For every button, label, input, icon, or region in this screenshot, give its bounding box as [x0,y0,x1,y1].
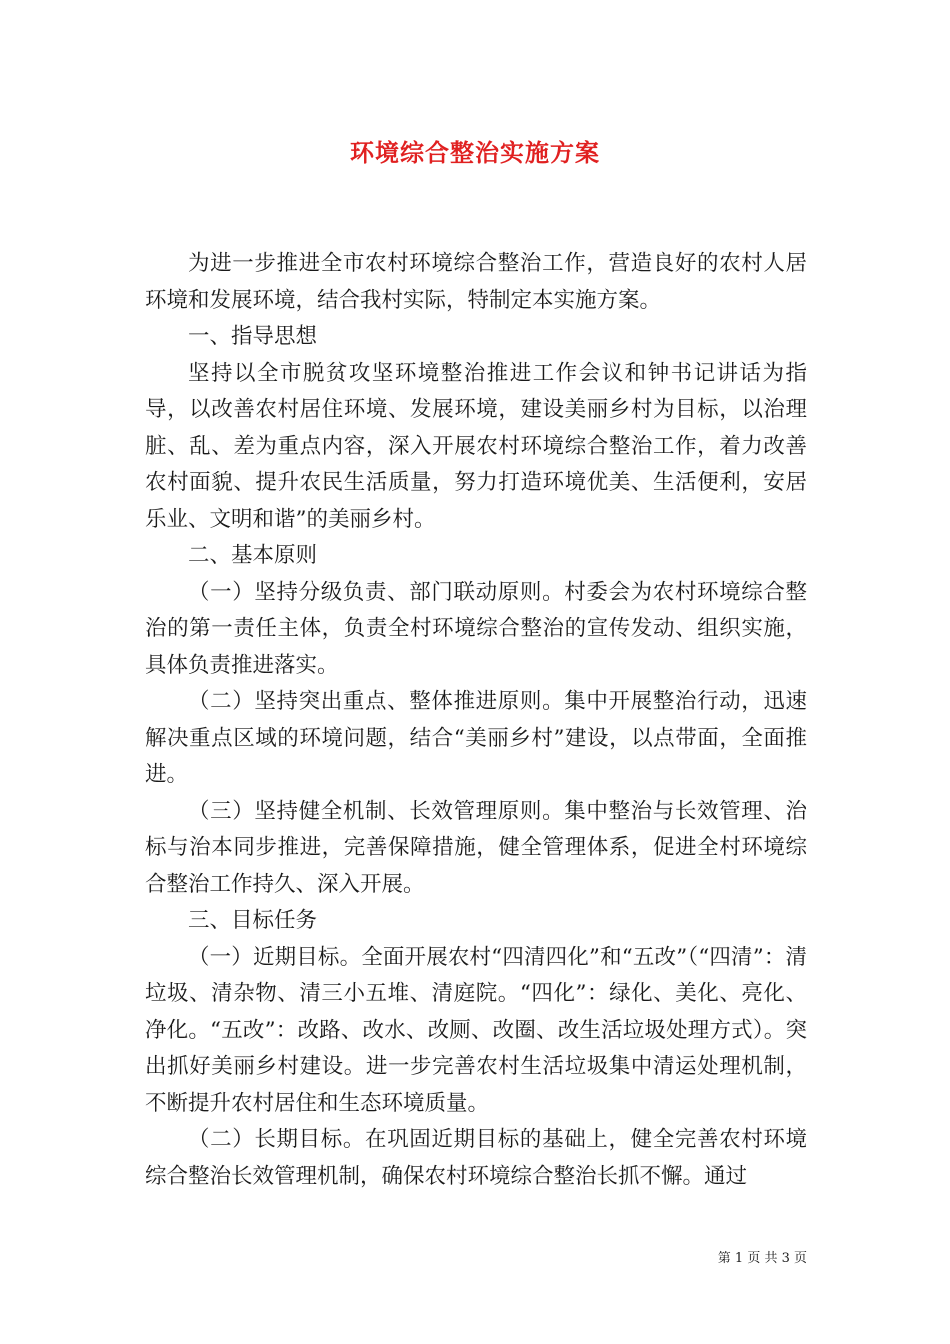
section-heading-basic-principles: 二、基本原则 [188,543,318,568]
paragraph-principle-2: （二）坚持突出重点、整体推进原则。集中开展整治行动，迅速解决重点区域的环境问题，结合“美丽乡村”建设，以点带面，全面推进。 [145,689,807,787]
paragraph-short-term-goal: （一）近期目标。全面开展农村“四清四化”和“五改”（“四清”：清垃圾、清杂物、清三小五堆、清庭院。“四化”：绿化、美化、亮化、净化。“五改”：改路、改水、改厕、改圈、改生活垃圾处理方式）。突出抓好美丽乡村建设。进一步完善农村生活垃圾集中清运处理机制，不断提升农村居住和生态环境质量。 [145,944,807,1116]
section-heading-goals: 三、目标任务 [188,908,318,933]
document-title: 环境综合整治实施方案 [350,138,600,167]
paragraph-principle-3: （三）坚持健全机制、长效管理原则。集中整治与长效管理、治标与治本同步推进，完善保障措施，健全管理体系，促进全村环境综合整治工作持久、深入开展。 [145,798,807,897]
section-heading-guiding-thought: 一、指导思想 [188,324,318,349]
paragraph-long-term-goal: （二）长期目标。在巩固近期目标的基础上，健全完善农村环境综合整治长效管理机制，确保农村环境综合整治长抓不懈。通过 [145,1127,807,1189]
paragraph-guiding-thought: 坚持以全市脱贫攻坚环境整治推进工作会议和钟书记讲话为指导，以改善农村居住环境、发展环境，建设美丽乡村为目标，以治理脏、乱、差为重点内容，深入开展农村环境综合整治工作，着力改善农村面貌、提升农民生活质量，努力打造环境优美、生活便利，安居乐业、文明和谐”的美丽乡村。 [145,360,807,532]
document-body [145,246,807,1195]
paragraph-intro: 为进一步推进全市农村环境综合整治工作，营造良好的农村人居环境和发展环境，结合我村实际，特制定本实施方案。 [145,251,807,313]
paragraph-principle-1: （一）坚持分级负责、部门联动原则。村委会为农村环境综合整治的第一责任主体，负责全村环境综合整治的宣传发动、组织实施，具体负责推进落实。 [145,579,807,678]
page-number-footer: 第 1 页 共 3 页 [717,1251,807,1266]
